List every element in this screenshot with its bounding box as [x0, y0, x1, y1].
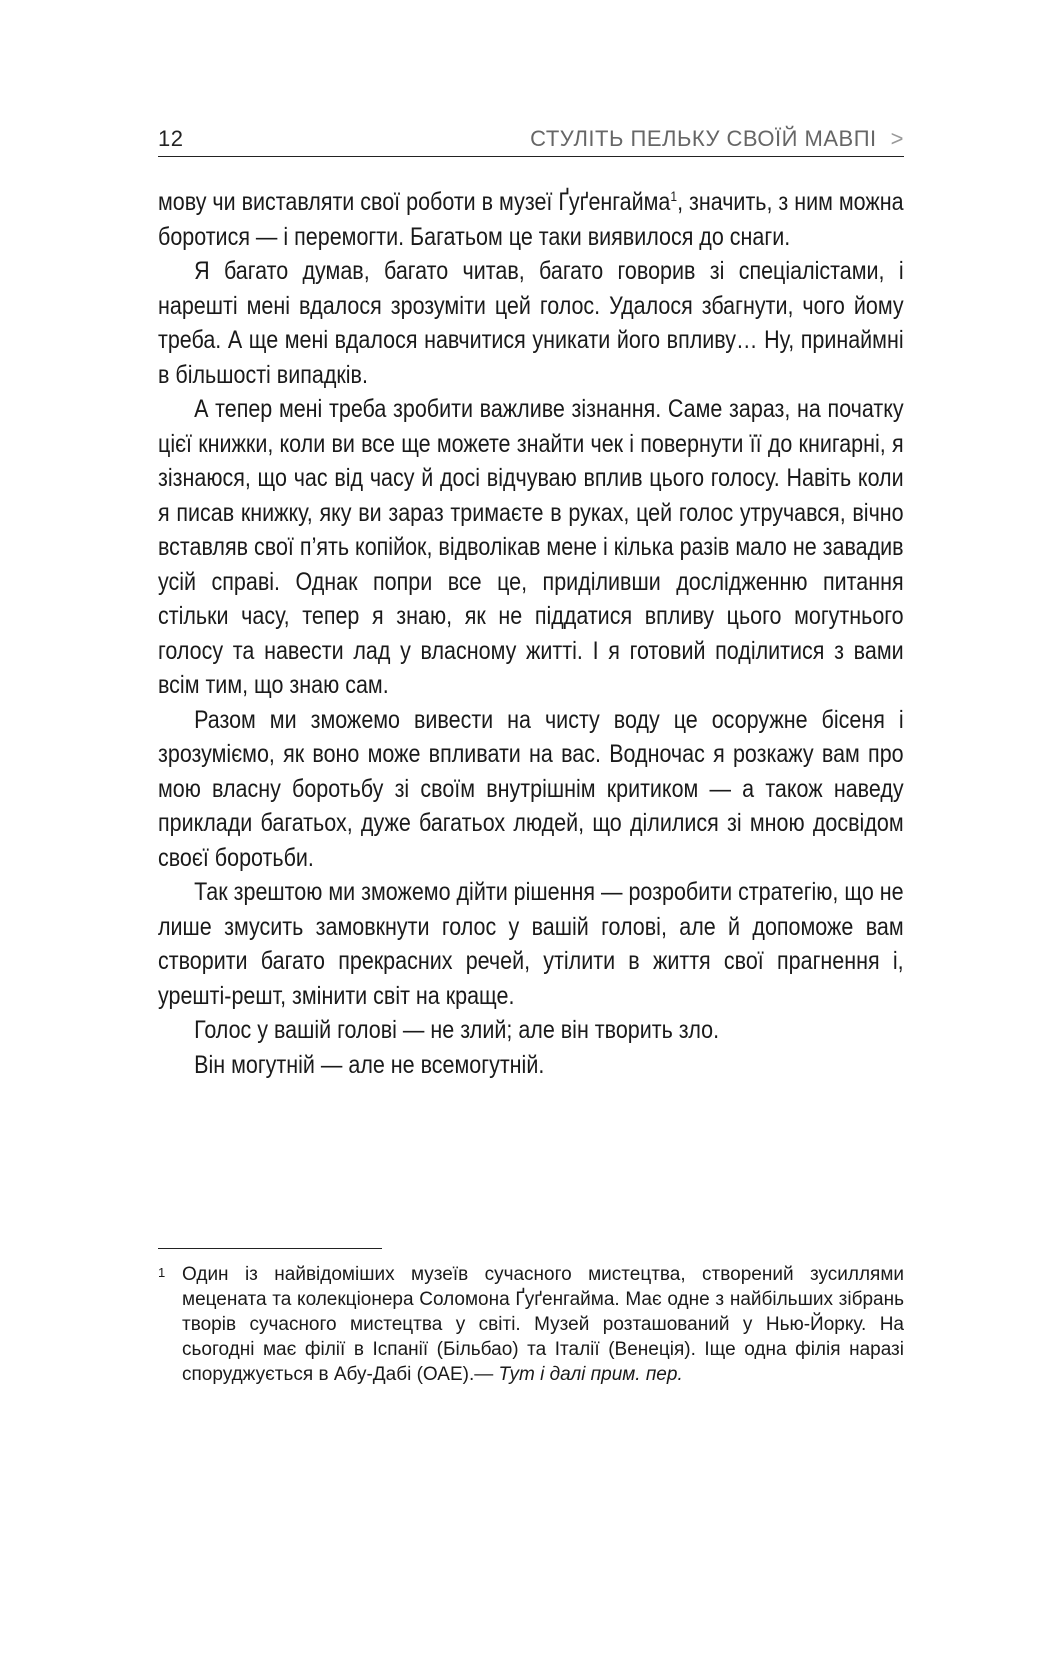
- paragraph-7: Він могутній — але не всемогутній.: [194, 1050, 545, 1079]
- paragraph-3: А тепер мені треба зробити важливе зізнання. Саме зараз, на початку цієї книжки, коли ви все ще можете знайти чек і повернути її до книгарні, я зізнаюся, що час від часу й досі відчуваю вплив цього голосу. Навіть коли я писав книжку, яку ви зараз тримаєте в руках, цей голос утручався, вічно вставляв свої п’ять копійок, відволікав мене і кілька разів мало не завадив усій справі. Однак попри все це, приділивши дослідженню питання стільки часу, тепер я знаю, як не піддатися впливу цього могутнього голосу та навести лад у власному житті. І я готовий поділитися з вами всім тим, що знаю сам.: [158, 395, 904, 699]
- book-page: [158, 120, 904, 1082]
- next-page-arrow-icon[interactable]: >: [890, 126, 904, 151]
- body-text: [158, 185, 904, 1082]
- paragraph-2: Я багато думав, багато читав, багато говорив зі спеціалістами, і нарешті мені вдалося зрозуміти цей голос. Удалося збагнути, чого йому треба. А ще мені вдалося навчитися уникати його впливу… Ну, принаймні в більшості випадків.: [158, 257, 904, 389]
- paragraph-1: [158, 185, 904, 254]
- footnote-mark: 1: [158, 1265, 166, 1280]
- footnote-reference[interactable]: 1: [670, 188, 678, 204]
- footnote: [158, 1262, 904, 1387]
- footnote-body: [182, 1262, 904, 1387]
- paragraph-text: , значить, з ним можна боротися — і перемогти. Багатьом це таки виявилося до снаги.: [158, 188, 904, 251]
- running-header: [158, 120, 904, 157]
- footnote-divider: [158, 1248, 382, 1249]
- footnote-text: Один із найвідоміших музеїв сучасного мистецтва, створений зусиллями мецената та колекціонера Соломона Ґуґенгайма. Має одне з найбільших зібрань творів сучасного мистецтва у світі. Музей розташований у Нью-Йорку. На сьогодні має філії в Іспанії (Більбао) та Італії (Венеція). Іще одна філія наразі споруджується в Абу-Дабі (ОАЕ).—: [182, 1264, 904, 1385]
- paragraph-6: Голос у вашій голові — не злий; але він творить зло.: [194, 1016, 720, 1044]
- paragraph-4: Разом ми зможемо вивести на чисту воду це осоружне бісеня і зрозуміємо, як воно може впливати на вас. Водночас я розкажу вам про мою власну боротьбу зі своїм внутрішнім критиком — а також наведу приклади багатьох, дуже багатьох людей, що ділилися зі мною досвідом своєї боротьби.: [158, 705, 904, 872]
- paragraph-text: мову чи виставляти свої роботи в музеї Ґуґенгайма: [158, 188, 671, 216]
- page-number: 12: [158, 126, 184, 151]
- footnote-translator-note: Тут і далі прим. пер.: [498, 1364, 683, 1385]
- running-title-text: СТУЛІТЬ ПЕЛЬКУ СВОЇЙ МАВПІ: [530, 126, 877, 151]
- paragraph-5: Так зрештою ми зможемо дійти рішення — розробити стратегію, що не лише змусить замовкнути голос у вашій голові, але й допоможе вам створити багато прекрасних речей, утілити в життя свої прагнення і, урешті-решт, змінити світ на краще.: [158, 878, 904, 1010]
- running-title: [530, 126, 904, 152]
